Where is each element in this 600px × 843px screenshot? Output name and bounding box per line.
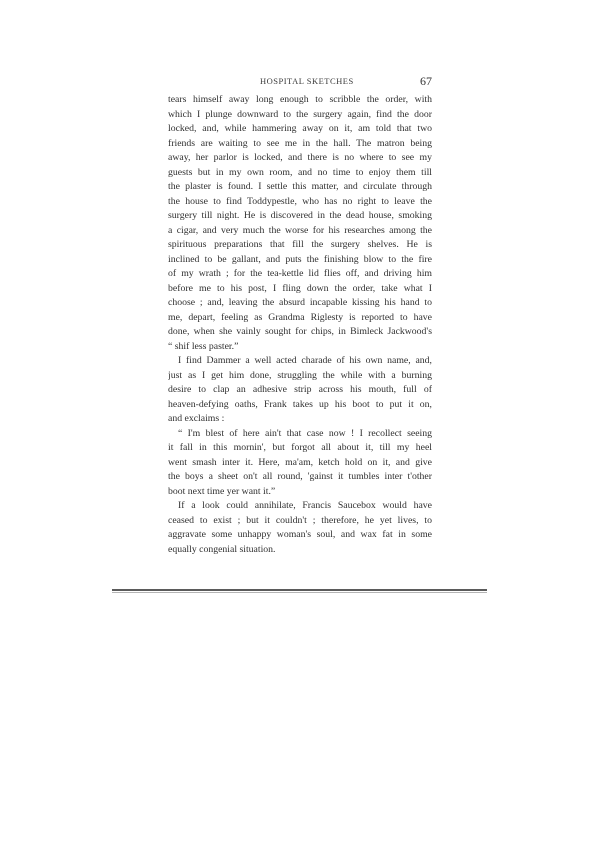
text-line: me, depart, feeling as Grandma Riglesty is reported to have (168, 311, 432, 323)
text-line: just as I get him done, struggling the while with a burning (168, 369, 432, 381)
text-line: tears himself away long enough to scribble the order, with (168, 94, 432, 105)
page-number: 67 (420, 74, 432, 88)
paragraph-start-line: “ I'm blest of here ain't that case now ! I recollect seeing (178, 427, 432, 439)
paragraph-start-line: I find Dammer a well acted charade of his own name, and, (178, 355, 432, 366)
text-line: desire to clap an adhesive strip across his mouth, full of (168, 384, 432, 395)
text-line: which I plunge downward to the surgery again, find the door (168, 108, 432, 120)
text-line: friends are waiting to see me in the hall. The matron being (168, 137, 432, 149)
text-line: ceased to exist ; but it couldn't ; therefore, he yet lives, to (168, 514, 432, 526)
text-line: locked, and, while hammering away on it, am told that two (168, 123, 432, 134)
text-line: the boys a sheet on't all round, 'gainst it tumbles inter t'other (168, 471, 432, 482)
text-line: done, when she vainly sought for chips, in Bimleck Jackwood's (168, 326, 432, 337)
running-title: HOSPITAL SKETCHES (260, 76, 354, 86)
text-line: heaven-defying oaths, Frank takes up his boot to put it on, (168, 398, 432, 410)
text-line: and exclaims : (168, 413, 225, 424)
text-line: before me to his post, I fling down the order, take what I (168, 282, 432, 294)
text-line: equally congenial situation. (168, 543, 276, 555)
text-line: guests but in my own room, and no time to enjoy them till (168, 166, 432, 178)
text-line: surgery till night. He is discovered in the dead house, smoking (168, 210, 432, 221)
paragraph-start-line: If a look could annihilate, Francis Saucebox would have (178, 500, 432, 511)
text-line: boot next time yer want it.” (168, 485, 276, 497)
text-line: spirituous preparations that fill the surgery shelves. He is (168, 239, 432, 250)
text-line: “ shif less paster.” (168, 340, 239, 352)
text-line: inclined to be gallant, and puts the finishing blow to the fire (168, 253, 432, 265)
text-line: a cigar, and very much the worse for his researches among the (168, 224, 432, 236)
running-head (168, 74, 432, 90)
text-line: the house to find Toddypestle, who has no right to leave the (168, 195, 432, 207)
horizontal-rule (112, 589, 487, 591)
body-text (168, 93, 432, 557)
horizontal-rule-shadow (112, 592, 487, 593)
text-line: the plaster is found. I settle this matter, and circulate through (168, 181, 432, 192)
text-line: it fall in this mornin', but forgot all about it, till my heel (168, 442, 432, 453)
text-line: aggravate some unhappy woman's soul, and wax fat in some (168, 529, 432, 540)
text-line: of my wrath ; for the tea-kettle lid flies off, and driving him (168, 268, 432, 279)
text-line: away, her parlor is locked, and there is no where to see my (168, 152, 432, 163)
text-line: went smash inter it. Here, ma'am, ketch hold on it, and give (168, 456, 432, 468)
text-line: choose ; and, leaving the absurd incapable kissing his hand to (168, 297, 432, 308)
